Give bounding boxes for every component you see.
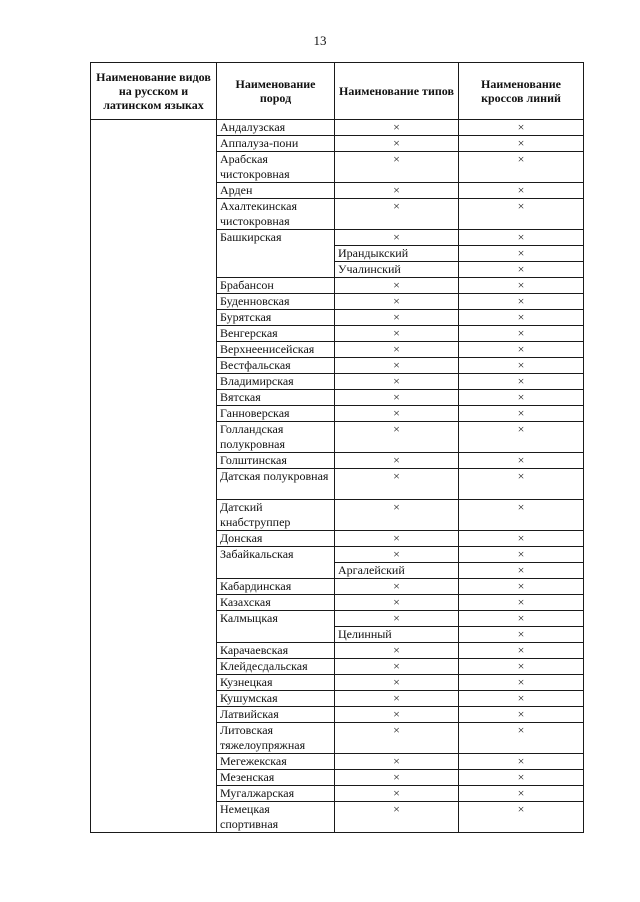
type-mark-cell: × bbox=[335, 278, 459, 294]
type-mark-cell: × bbox=[335, 294, 459, 310]
cross-mark-cell: × bbox=[459, 262, 584, 278]
breed-name-cell: Ганноверская bbox=[217, 406, 335, 422]
cross-mark-cell: × bbox=[459, 707, 584, 723]
breed-name-cell: Андалузская bbox=[217, 120, 335, 136]
cross-mark-cell: × bbox=[459, 326, 584, 342]
type-mark-cell: × bbox=[335, 547, 459, 563]
cross-mark-cell: × bbox=[459, 310, 584, 326]
type-name-cell: Целинный bbox=[335, 627, 459, 643]
page-number: 13 bbox=[313, 33, 327, 48]
cross-mark-cell: × bbox=[459, 453, 584, 469]
header-cross: Наименование кроссов линий bbox=[459, 63, 584, 120]
cross-mark-cell: × bbox=[459, 136, 584, 152]
type-mark-cell: × bbox=[335, 310, 459, 326]
breed-name-cell: Ахалтекинская чистокровная bbox=[217, 199, 335, 230]
type-mark-cell: × bbox=[335, 500, 459, 531]
breed-name-cell: Карачаевская bbox=[217, 643, 335, 659]
breed-name-cell: Калмыцкая bbox=[217, 611, 335, 643]
type-mark-cell: × bbox=[335, 802, 459, 833]
type-name-cell: Учалинский bbox=[335, 262, 459, 278]
breed-name-cell: Брабансон bbox=[217, 278, 335, 294]
type-mark-cell: × bbox=[335, 390, 459, 406]
cross-mark-cell: × bbox=[459, 374, 584, 390]
type-name-cell: Аргалейский bbox=[335, 563, 459, 579]
type-mark-cell: × bbox=[335, 136, 459, 152]
cross-mark-cell: × bbox=[459, 120, 584, 136]
cross-mark-cell: × bbox=[459, 563, 584, 579]
cross-mark-cell: × bbox=[459, 183, 584, 199]
type-mark-cell: × bbox=[335, 770, 459, 786]
type-mark-cell: × bbox=[335, 469, 459, 500]
type-mark-cell: × bbox=[335, 531, 459, 547]
table-row bbox=[91, 120, 584, 136]
type-mark-cell: × bbox=[335, 183, 459, 199]
type-mark-cell: × bbox=[335, 342, 459, 358]
cross-mark-cell: × bbox=[459, 675, 584, 691]
cross-mark-cell: × bbox=[459, 691, 584, 707]
cross-mark-cell: × bbox=[459, 469, 584, 500]
breed-name-cell: Голландская полукровная bbox=[217, 422, 335, 453]
cross-mark-cell: × bbox=[459, 152, 584, 183]
breed-name-cell: Мугалжарская bbox=[217, 786, 335, 802]
cross-mark-cell: × bbox=[459, 278, 584, 294]
breed-name-cell: Арабская чистокровная bbox=[217, 152, 335, 183]
breed-name-cell: Вятская bbox=[217, 390, 335, 406]
cross-mark-cell: × bbox=[459, 627, 584, 643]
type-mark-cell: × bbox=[335, 707, 459, 723]
type-mark-cell: × bbox=[335, 595, 459, 611]
cross-mark-cell: × bbox=[459, 246, 584, 262]
cross-mark-cell: × bbox=[459, 342, 584, 358]
species-cell bbox=[91, 120, 217, 833]
type-mark-cell: × bbox=[335, 374, 459, 390]
breed-name-cell: Литовская тяжелоупряжная bbox=[217, 723, 335, 754]
cross-mark-cell: × bbox=[459, 579, 584, 595]
cross-mark-cell: × bbox=[459, 406, 584, 422]
type-mark-cell: × bbox=[335, 358, 459, 374]
breed-name-cell: Латвийская bbox=[217, 707, 335, 723]
cross-mark-cell: × bbox=[459, 358, 584, 374]
cross-mark-cell: × bbox=[459, 595, 584, 611]
type-mark-cell: × bbox=[335, 199, 459, 230]
cross-mark-cell: × bbox=[459, 770, 584, 786]
cross-mark-cell: × bbox=[459, 547, 584, 563]
breed-name-cell: Арден bbox=[217, 183, 335, 199]
cross-mark-cell: × bbox=[459, 422, 584, 453]
type-mark-cell: × bbox=[335, 754, 459, 770]
breed-name-cell: Забайкальская bbox=[217, 547, 335, 579]
breed-name-cell: Донская bbox=[217, 531, 335, 547]
type-mark-cell: × bbox=[335, 453, 459, 469]
breed-name-cell: Клейдесдальская bbox=[217, 659, 335, 675]
header-species: Наименование видов на русском и латинском языках bbox=[91, 63, 217, 120]
cross-mark-cell: × bbox=[459, 531, 584, 547]
type-mark-cell: × bbox=[335, 786, 459, 802]
cross-mark-cell: × bbox=[459, 390, 584, 406]
header-row bbox=[91, 63, 584, 120]
type-mark-cell: × bbox=[335, 152, 459, 183]
type-mark-cell: × bbox=[335, 659, 459, 675]
type-mark-cell: × bbox=[335, 691, 459, 707]
breed-name-cell: Мегежекская bbox=[217, 754, 335, 770]
cross-mark-cell: × bbox=[459, 643, 584, 659]
breed-name-cell: Буденновская bbox=[217, 294, 335, 310]
cross-mark-cell: × bbox=[459, 802, 584, 833]
type-name-cell: Ирандыкский bbox=[335, 246, 459, 262]
breed-name-cell: Вестфальская bbox=[217, 358, 335, 374]
cross-mark-cell: × bbox=[459, 199, 584, 230]
type-mark-cell: × bbox=[335, 230, 459, 246]
breed-name-cell: Немецкая спортивная bbox=[217, 802, 335, 833]
breed-name-cell: Кузнецкая bbox=[217, 675, 335, 691]
cross-mark-cell: × bbox=[459, 500, 584, 531]
cross-mark-cell: × bbox=[459, 611, 584, 627]
type-mark-cell: × bbox=[335, 326, 459, 342]
type-mark-cell: × bbox=[335, 579, 459, 595]
header-type: Наименование типов bbox=[335, 63, 459, 120]
type-mark-cell: × bbox=[335, 422, 459, 453]
breeds-body bbox=[91, 120, 584, 833]
breed-name-cell: Голштинская bbox=[217, 453, 335, 469]
breed-name-cell: Венгерская bbox=[217, 326, 335, 342]
cross-mark-cell: × bbox=[459, 754, 584, 770]
breed-name-cell: Датская полукровная bbox=[217, 469, 335, 500]
breed-name-cell: Бурятская bbox=[217, 310, 335, 326]
breed-name-cell: Датский кнабструппер bbox=[217, 500, 335, 531]
breed-name-cell: Кушумская bbox=[217, 691, 335, 707]
type-mark-cell: × bbox=[335, 675, 459, 691]
type-mark-cell: × bbox=[335, 120, 459, 136]
type-mark-cell: × bbox=[335, 611, 459, 627]
breed-name-cell: Кабардинская bbox=[217, 579, 335, 595]
cross-mark-cell: × bbox=[459, 230, 584, 246]
breed-name-cell: Владимирская bbox=[217, 374, 335, 390]
header-breed: Наименование пород bbox=[217, 63, 335, 120]
type-mark-cell: × bbox=[335, 643, 459, 659]
type-mark-cell: × bbox=[335, 406, 459, 422]
cross-mark-cell: × bbox=[459, 659, 584, 675]
cross-mark-cell: × bbox=[459, 294, 584, 310]
breeds-table bbox=[90, 62, 584, 833]
cross-mark-cell: × bbox=[459, 786, 584, 802]
breed-name-cell: Аппалуза-пони bbox=[217, 136, 335, 152]
breed-name-cell: Башкирская bbox=[217, 230, 335, 278]
breed-name-cell: Мезенская bbox=[217, 770, 335, 786]
type-mark-cell: × bbox=[335, 723, 459, 754]
breed-name-cell: Казахская bbox=[217, 595, 335, 611]
cross-mark-cell: × bbox=[459, 723, 584, 754]
breed-name-cell: Верхнеенисейская bbox=[217, 342, 335, 358]
